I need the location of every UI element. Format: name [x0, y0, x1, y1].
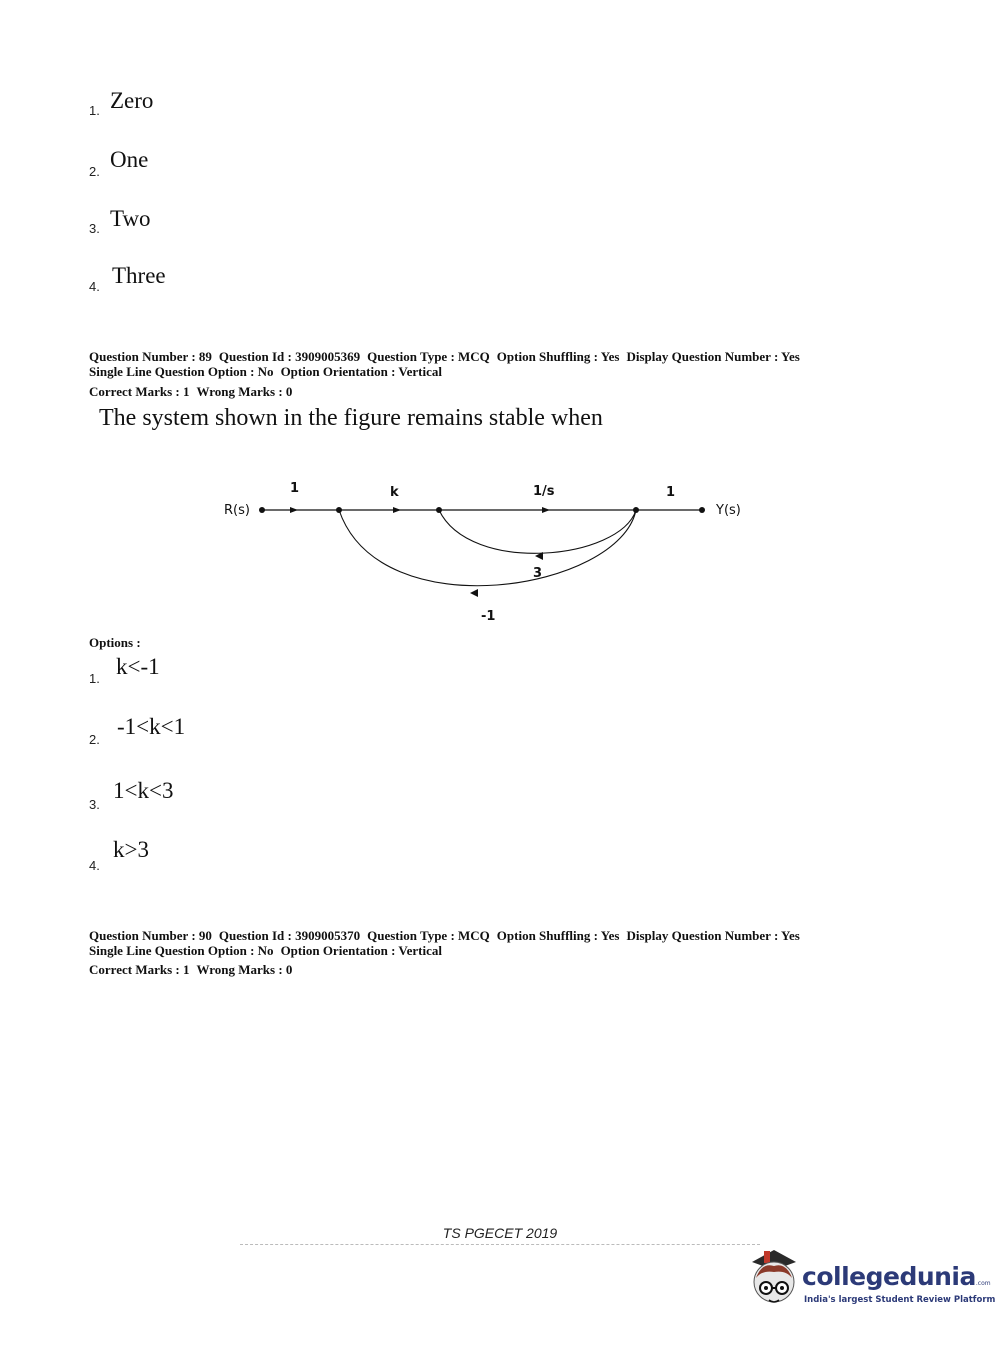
signal-flow-graph	[0, 0, 1000, 640]
feedback-outer-path	[339, 510, 636, 586]
input-label: R(s)	[224, 503, 250, 518]
brand-name: collegedunia	[802, 1262, 976, 1291]
display-question-number: Display Question Number : Yes	[626, 928, 800, 943]
question-id: Question Id : 3909005369	[218, 349, 361, 364]
arrow-gain-k	[393, 507, 401, 513]
gain-1-label: 1	[290, 481, 300, 496]
exam-footer: TS PGECET 2019	[442, 1225, 558, 1241]
footer-divider	[240, 1244, 760, 1245]
option-text: 1<k<3	[113, 778, 174, 803]
option-text: One	[110, 147, 149, 172]
option-number: 4.	[89, 279, 100, 294]
question-id: Question Id : 3909005370	[218, 928, 361, 943]
wrong-marks: Wrong Marks : 0	[196, 962, 293, 977]
q90-meta-line3	[89, 962, 292, 977]
feedback-inner-path	[439, 510, 636, 553]
single-line-option: Single Line Question Option : No	[89, 364, 274, 379]
correct-marks: Correct Marks : 1	[89, 384, 190, 399]
option-number: 1.	[89, 103, 100, 118]
option-text: k<-1	[116, 654, 160, 679]
correct-marks: Correct Marks : 1	[89, 962, 190, 977]
option-text: Two	[110, 206, 151, 231]
q90-meta-line2	[89, 943, 442, 958]
option-text: Zero	[110, 88, 154, 113]
option-number: 3.	[89, 797, 100, 812]
option-shuffling: Option Shuffling : Yes	[496, 349, 620, 364]
option-text: Three	[112, 263, 166, 288]
arrow-gain-1s	[542, 507, 550, 513]
question-type: Question Type : MCQ	[367, 928, 490, 943]
option-number: 4.	[89, 858, 100, 873]
gain-out-label: 1	[666, 485, 676, 500]
arrow-gain-1	[290, 507, 298, 513]
single-line-option: Single Line Question Option : No	[89, 943, 274, 958]
feedback-outer-label: -1	[481, 609, 496, 624]
option-number: 1.	[89, 671, 100, 686]
feedback-inner-label: 3	[533, 566, 543, 581]
question-number: Question Number : 90	[89, 928, 212, 943]
output-label: Y(s)	[716, 503, 741, 518]
question-type: Question Type : MCQ	[367, 349, 490, 364]
q90-meta-line1	[89, 928, 800, 943]
gain-1s-label: 1/s	[533, 484, 555, 499]
mascot-icon	[742, 1248, 802, 1308]
option-number: 2.	[89, 164, 100, 179]
wrong-marks: Wrong Marks : 0	[196, 384, 293, 399]
question-number: Question Number : 89	[89, 349, 212, 364]
option-number: 3.	[89, 221, 100, 236]
option-orientation: Option Orientation : Vertical	[280, 364, 442, 379]
question-text: The system shown in the figure remains stable when	[99, 405, 603, 431]
brand-tagline: India's largest Student Review Platform	[804, 1295, 996, 1305]
brand-suffix: .com	[975, 1280, 991, 1287]
option-orientation: Option Orientation : Vertical	[280, 943, 442, 958]
display-question-number: Display Question Number : Yes	[626, 349, 800, 364]
collegedunia-logo	[742, 1248, 996, 1308]
option-text: k>3	[113, 837, 149, 862]
node-input	[259, 507, 265, 513]
gain-k-label: k	[390, 485, 399, 500]
options-label: Options :	[89, 635, 141, 650]
option-text: -1<k<1	[117, 714, 186, 739]
option-shuffling: Option Shuffling : Yes	[496, 928, 620, 943]
arrow-feedback-outer	[470, 589, 478, 597]
option-number: 2.	[89, 732, 100, 747]
node-output	[699, 507, 705, 513]
